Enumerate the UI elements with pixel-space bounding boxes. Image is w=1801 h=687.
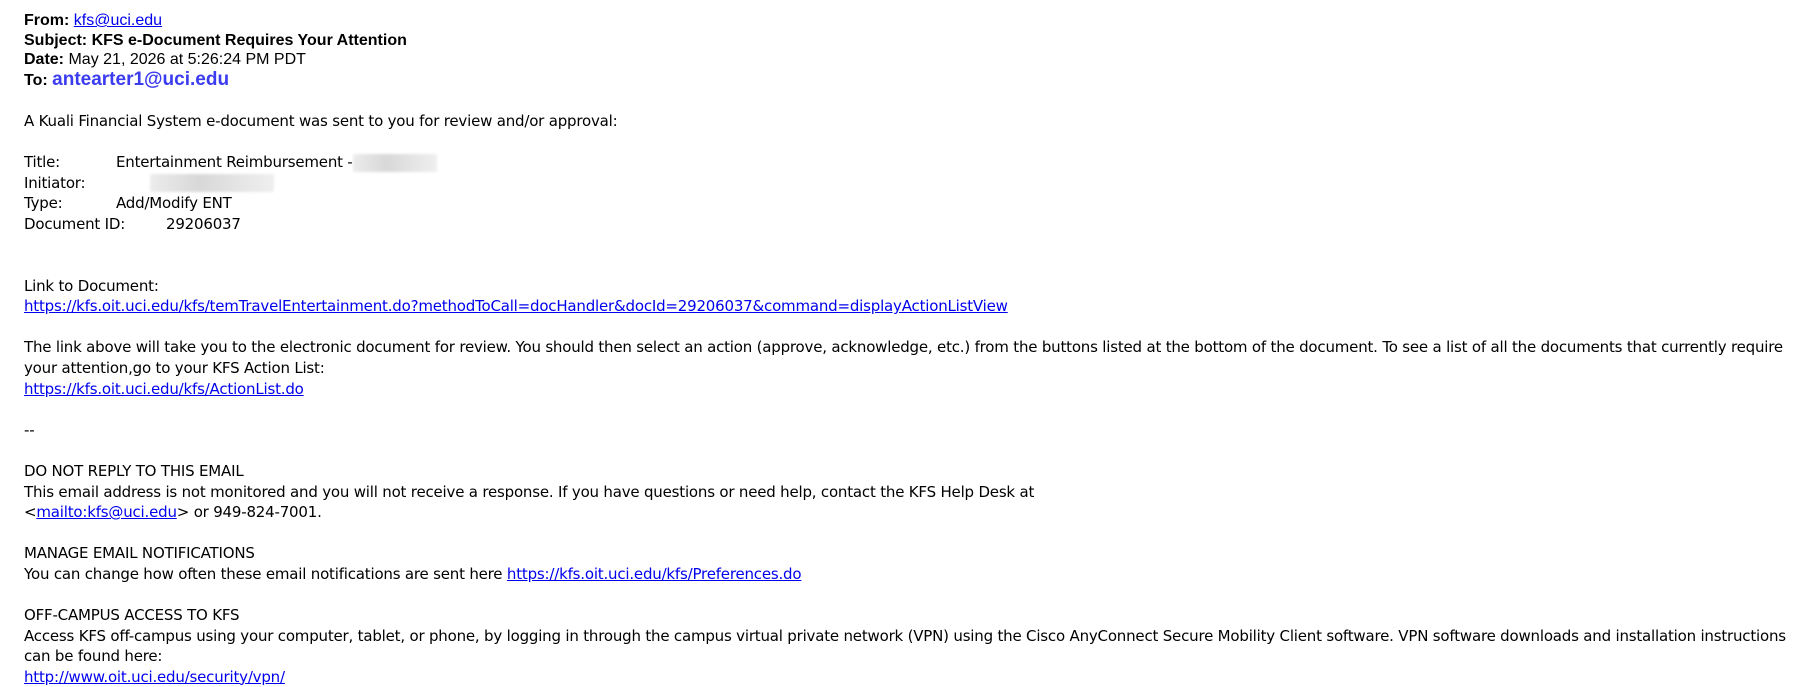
intro-text: A Kuali Financial System e-document was sent to you for review and/or approval: (24, 112, 618, 130)
docid-field (24, 214, 1794, 235)
to-address[interactable]: antearter1@uci.edu (52, 68, 230, 90)
link-to-document-label: Link to Document: (24, 276, 159, 295)
document-link[interactable]: https://kfs.oit.uci.edu/kfs/temTravelEntertainment.do?methodToCall=docHandler&docId=29206037&command=displayActionListView (24, 297, 1008, 316)
from-label: From: (24, 12, 70, 29)
subject-label: Subject: (24, 31, 88, 49)
preferences-link[interactable]: https://kfs.oit.uci.edu/kfs/Preferences.do (506, 564, 802, 583)
off-campus-text: Access KFS off-campus using your computer, tablet, or phone, by logging in through the campus virtual private network (VPN) using the Cisco AnyConnect Secure Mobility Client software. VPN software downloads and installation instructions can be found here: (24, 626, 1786, 666)
mailto-close-phone: > or 949-824-7001. (176, 503, 322, 522)
review-instructions: The link above will take you to the electronic document for review. You should then select an action (approve, acknowledge, etc.) from the buttons listed at the bottom of the document. To see a list of all the documents that currently require your attention,go to your KFS Action List: (24, 338, 1783, 377)
to-label: To: (24, 71, 48, 89)
initiator-field (24, 173, 1794, 194)
manage-notifications-heading: MANAGE EMAIL NOTIFICATIONS (24, 544, 255, 563)
date-label: Date: (24, 51, 65, 68)
no-reply-text: This email address is not monitored and you will not receive a response. If you have questions or need help, contact the KFS Help Desk at (24, 482, 1035, 501)
redacted-initiator (150, 174, 274, 192)
docid-value: 29206037 (166, 214, 241, 233)
initiator-value-wrap (150, 173, 274, 194)
contact-line (24, 502, 1794, 523)
date-row (24, 50, 407, 70)
manage-notifications-text: You can change how often these email notifications are sent here (24, 564, 503, 583)
email-header (24, 11, 407, 90)
manage-notifications-line (24, 564, 1794, 585)
type-field (24, 193, 1794, 214)
type-value: Add/Modify ENT (116, 194, 232, 213)
subject-value: KFS e-Document Requires Your Attention (91, 31, 407, 49)
mailto-link[interactable]: mailto:kfs@uci.edu (36, 503, 177, 522)
from-row (24, 11, 407, 31)
email-body (24, 111, 1794, 687)
type-label: Type: (24, 194, 63, 213)
vpn-link[interactable]: http://www.oit.uci.edu/security/vpn/ (24, 667, 285, 686)
subject-row (24, 31, 407, 51)
action-list-link[interactable]: https://kfs.oit.uci.edu/kfs/ActionList.do (24, 379, 304, 398)
docid-label: Document ID: (24, 214, 126, 233)
title-field (24, 152, 1794, 173)
from-address-link[interactable]: kfs@uci.edu (73, 12, 163, 29)
signature-separator: -- (24, 420, 35, 439)
redacted-title-suffix (353, 154, 437, 172)
date-value: May 21, 2026 at 5:26:24 PM PDT (68, 51, 306, 68)
title-value-wrap (116, 152, 437, 173)
to-row (24, 70, 407, 91)
title-label: Title: (24, 153, 60, 172)
initiator-label: Initiator: (24, 173, 86, 192)
mailto-open: < (24, 503, 37, 522)
no-reply-heading: DO NOT REPLY TO THIS EMAIL (24, 461, 244, 480)
off-campus-heading: OFF-CAMPUS ACCESS TO KFS (24, 606, 240, 625)
title-value: Entertainment Reimbursement - (116, 153, 353, 172)
